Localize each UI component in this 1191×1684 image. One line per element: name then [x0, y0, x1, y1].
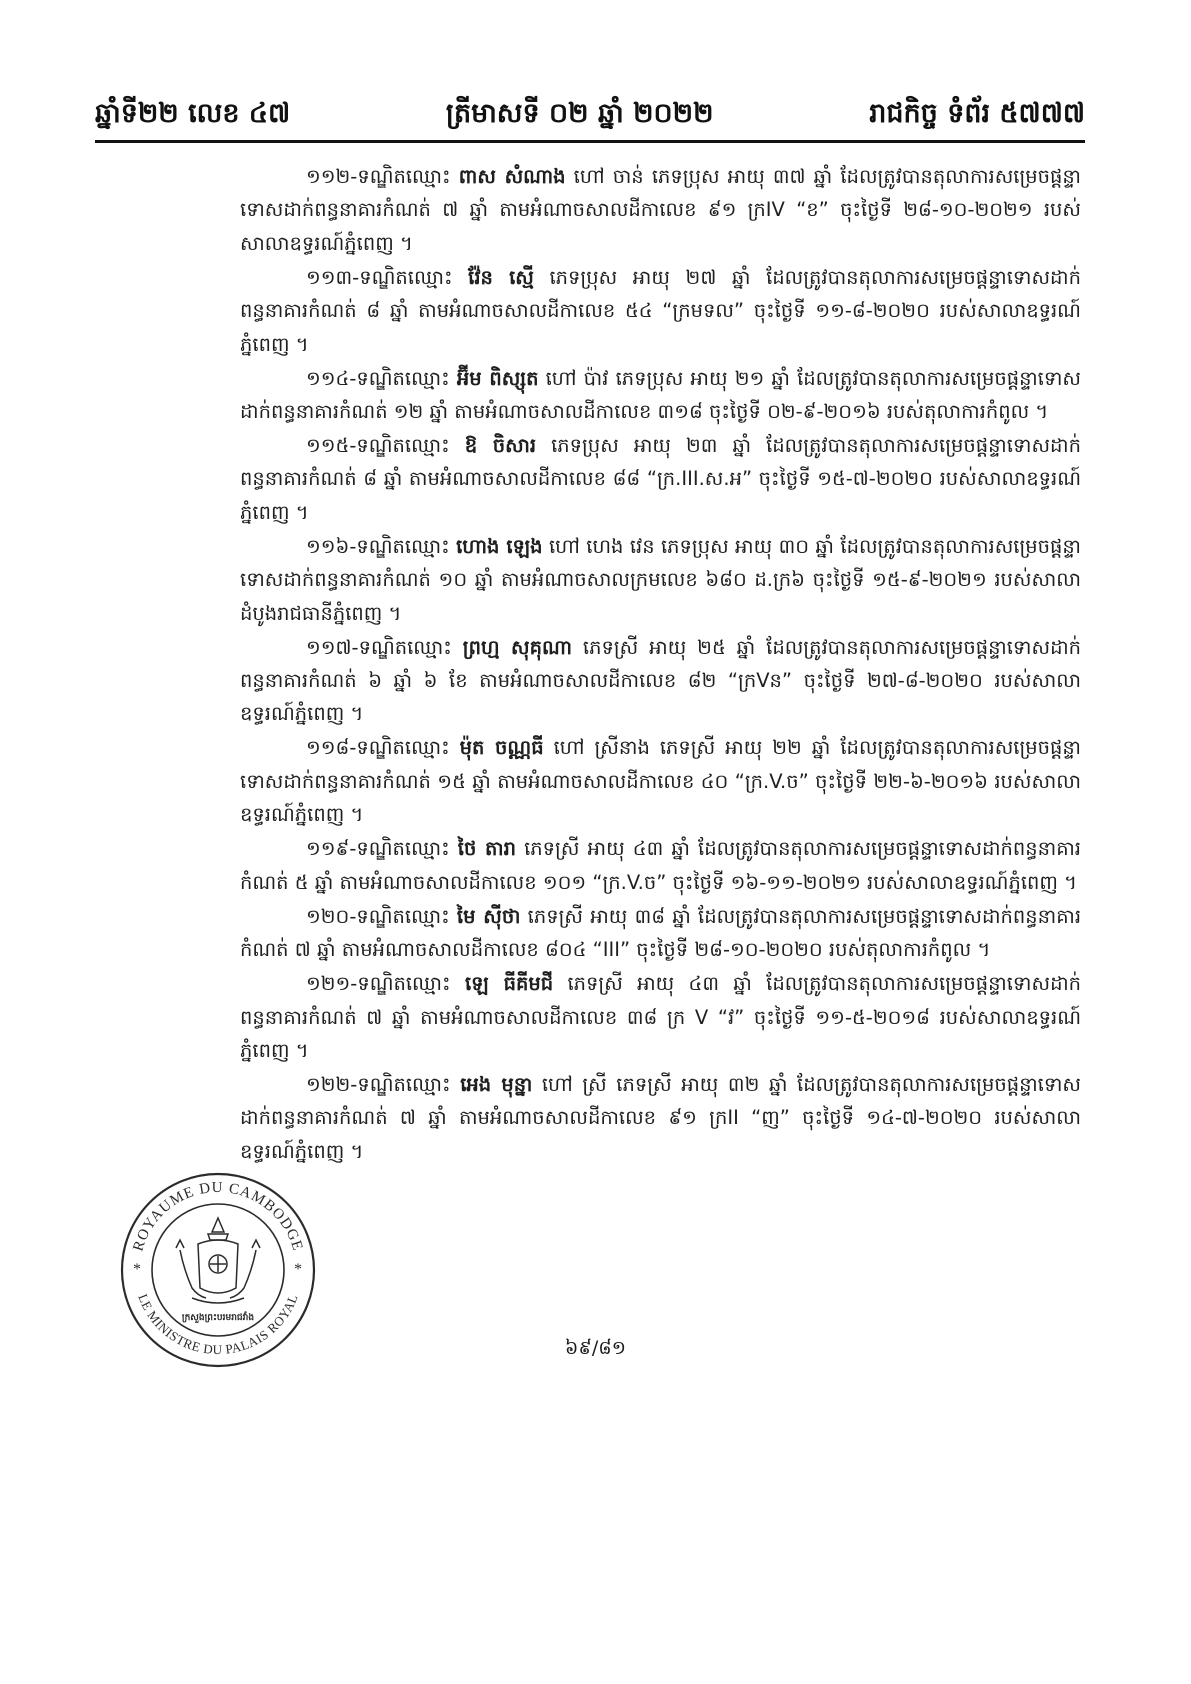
convict-name: ឡេ ធីគីមជី: [464, 972, 554, 996]
document-body: [240, 160, 1081, 1169]
seal-top-text: ROYAUME DU CAMBODGE: [130, 1179, 306, 1254]
entry-117: ១១៧-ទណ្ឌិតឈ្មោះ ព្រហ្ម សុគុណា ភេទស្រី អាយុ ២៥ ឆ្នាំ ដែលត្រូវបានតុលាការសម្រេចផ្តន្ទាទោសដាក់ពន្ធនាគារកំណត់ ៦ ឆ្នាំ ៦ ខែ តាមអំណាចសាលដីកាលេខ ៨២ “ក្រVន” ចុះថ្ងៃទី ២៧-៨-២០២០ របស់សាលាឧទ្ធរណ៍ភ្នំពេញ ។: [240, 635, 1082, 726]
header-quarter: ត្រីមាសទី ០២ ឆ្នាំ ២០២២: [445, 98, 714, 129]
entry-113: ១១៣-ទណ្ឌិតឈ្មោះ វ៉ែន ស្មើ ភេទប្រុស អាយុ ២៧ ឆ្នាំ ដែលត្រូវបានតុលាការសម្រេចផ្តន្ទាទោសដាក់ពន្ធនាគារកំណត់ ៨ ឆ្នាំ តាមអំណាចសាលដីកាលេខ ៥៤ “ក្រមទល” ចុះថ្ងៃទី ១១-៨-២០២០ របស់សាលាឧទ្ធរណ៍ភ្នំពេញ ។: [240, 265, 1081, 356]
convict-name: ថៃ តារា: [457, 837, 516, 861]
entry-122: ១២២-ទណ្ឌិតឈ្មោះ អេង មុន្នា ហៅ ស្រី ភេទស្រី អាយុ ៣២ ឆ្នាំ ដែលត្រូវបានតុលាការសម្រេចផ្តន្ទាទោសដាក់ពន្ធនាគារកំណត់ ៧ ឆ្នាំ តាមអំណាចសាលដីកាលេខ ៩១ ក្រII “ញ” ចុះថ្ងៃទី ១៤-៧-២០២០ របស់សាលាឧទ្ធរណ៍ភ្នំពេញ ។: [240, 1072, 1081, 1163]
entry-116: ១១៦-ទណ្ឌិតឈ្មោះ ហោង ឡេង ហៅ ហេង វេន ភេទប្រុស អាយុ ៣០ ឆ្នាំ ដែលត្រូវបានតុលាការសម្រេចផ្តន្ទាទោសដាក់ពន្ធនាគារកំណត់ ១០ ឆ្នាំ តាមអំណាចសាលក្រមលេខ ៦៨០ ដ.ក្រ៦ ចុះថ្ងៃទី ១៥-៩-២០២១ របស់សាលាដំបូងរាជធានីភ្នំពេញ ។: [240, 534, 1081, 625]
convict-name: ហោង ឡេង: [456, 534, 543, 558]
convict-name: ម៉ុត ចណ្ណធី: [459, 736, 544, 760]
entry-114: ១១៤-ទណ្ឌិតឈ្មោះ អ៊ីម ពិស្សុត ហៅ ប៉ាវ ភេទប្រុស អាយុ ២១ ឆ្នាំ ដែលត្រូវបានតុលាការសម្រេចផ្តន្ទាទោសដាក់ពន្ធនាគារកំណត់ ១២ ឆ្នាំ តាមអំណាចសាលដីកាលេខ ៣១៨ ចុះថ្ងៃទី ០២-៩-២០១៦ របស់តុលាការកំពូល ។: [240, 366, 1081, 424]
seal-star-right: *: [294, 1261, 302, 1278]
seal-bottom-text: LE MINISTRE DU PALAIS ROYAL: [135, 1291, 301, 1358]
seal-center-label: ក្រសួងព្រះបរមរាជវាំង: [181, 1313, 255, 1323]
header-page: រាជកិច្ច ទំព័រ ៥៧៧៧: [869, 98, 1085, 129]
coat-of-arms-emblem: [176, 1218, 260, 1303]
page-number: ៦៩/៨១: [564, 1337, 627, 1359]
entry-121: ១២១-ទណ្ឌិតឈ្មោះ ឡេ ធីគីមជី ភេទស្រី អាយុ ៤៣ ឆ្នាំ ដែលត្រូវបានតុលាការសម្រេចផ្តន្ទាទោសដាក់ពន្ធនាគារកំណត់ ៧ ឆ្នាំ តាមអំណាចសាលដីកាលេខ ៣៨ ក្រ V “វ” ចុះថ្ងៃទី ១១-៥-២០១៨ របស់សាលាឧទ្ធរណ៍ភ្នំពេញ ។: [240, 972, 1082, 1062]
convict-name: មៃ ស៊ីថា: [456, 904, 521, 928]
gazette-header: [95, 80, 1085, 136]
convict-name: ព្រហ្ម សុគុណា: [462, 635, 572, 659]
entry-119: ១១៩-ទណ្ឌិតឈ្មោះ ថៃ តារា ភេទស្រី អាយុ ៤៣ ឆ្នាំ ដែលត្រូវបានតុលាការសម្រេចផ្តន្ទាទោសដាក់ពន្ធនាគារកំណត់ ៥ ឆ្នាំ តាមអំណាចសាលដីកាលេខ ១០១ “ក្រ.V.ច” ចុះថ្ងៃទី ១៦-១១-២០២១ របស់សាលាឧទ្ធរណ៍ភ្នំពេញ ។: [240, 837, 1081, 894]
convict-name: ពាស សំណាង: [458, 165, 566, 188]
seal-star-left: *: [133, 1261, 141, 1278]
convict-name: អ៊ីម ពិស្សុត: [456, 366, 539, 390]
convict-name: អេង មុន្នា: [460, 1072, 533, 1096]
header-volume: ឆ្នាំទី២២ លេខ ៤៧: [95, 98, 291, 129]
entry-112: ១១២-ទណ្ឌិតឈ្មោះ ពាស សំណាង ហៅ ចាន់ ភេទប្រុស អាយុ ៣៧ ឆ្នាំ ដែលត្រូវបានតុលាការសម្រេចផ្តន្ទាទោសដាក់ពន្ធនាគារកំណត់ ៧ ឆ្នាំ តាមអំណាចសាលដីកាលេខ ៩១ ក្រIV “ខ” ចុះថ្ងៃទី ២៨-១០-២០២១ របស់សាលាឧទ្ធរណ៍ភ្នំពេញ ។: [240, 165, 1081, 255]
convict-name: ឱ ចិសារ: [464, 434, 537, 458]
entry-118: ១១៨-ទណ្ឌិតឈ្មោះ ម៉ុត ចណ្ណធី ហៅ ស្រីនាង ភេទស្រី អាយុ ២២ ឆ្នាំ ដែលត្រូវបានតុលាការសម្រេចផ្តន្ទាទោសដាក់ពន្ធនាគារកំណត់ ១៥ ឆ្នាំ តាមអំណាចសាលដីកាលេខ ៤០ “ក្រ.V.ច” ចុះថ្ងៃទី ២២-៦-២០១៦ របស់សាលាឧទ្ធរណ៍ភ្នំពេញ ។: [240, 736, 1081, 827]
entry-115: ១១៥-ទណ្ឌិតឈ្មោះ ឱ ចិសារ ភេទប្រុស អាយុ ២៣ ឆ្នាំ ដែលត្រូវបានតុលាការសម្រេចផ្តន្ទាទោសដាក់ពន្ធនាគារកំណត់ ៨ ឆ្នាំ តាមអំណាចសាលដីកាលេខ ៨៨ “ក្រ.III.ស.អ” ចុះថ្ងៃទី ១៥-៧-២០២០ របស់សាលាឧទ្ធរណ៍ភ្នំពេញ ។: [240, 434, 1081, 524]
convict-name: វ៉ែន ស្មើ: [468, 265, 534, 289]
entry-120: ១២០-ទណ្ឌិតឈ្មោះ មៃ ស៊ីថា ភេទស្រី អាយុ ៣៨ ឆ្នាំ ដែលត្រូវបានតុលាការសម្រេចផ្តន្ទាទោសដាក់ពន្ធនាគារកំណត់ ៧ ឆ្នាំ តាមអំណាចសាលដីកាលេខ ៨០៤ “III” ចុះថ្ងៃទី ២៨-១០-២០២០ របស់តុលាការកំពូល ។: [240, 904, 1082, 962]
header-rule: [95, 140, 1085, 143]
